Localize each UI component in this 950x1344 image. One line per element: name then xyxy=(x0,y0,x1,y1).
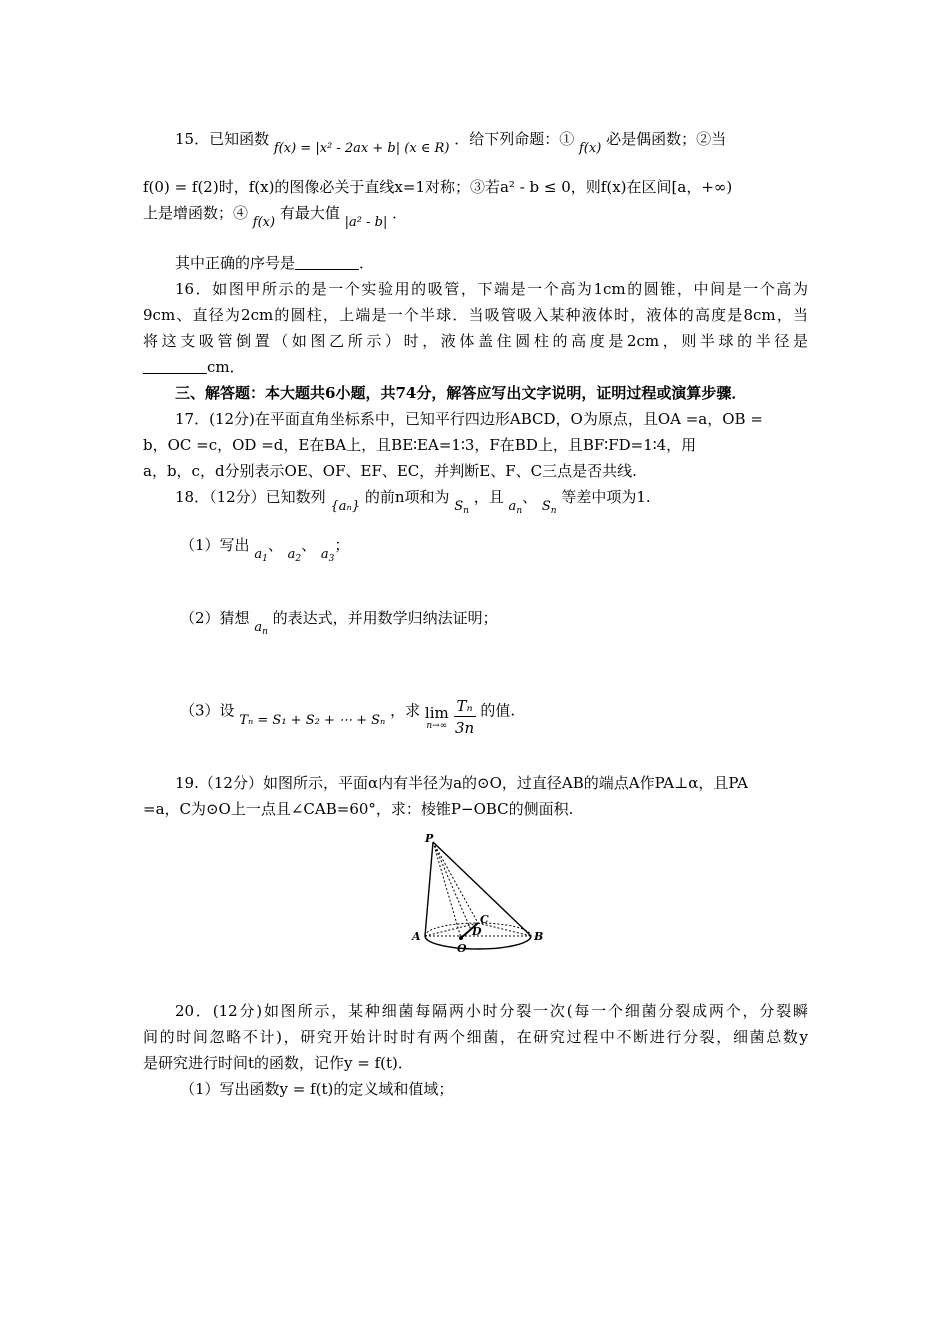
q18-part-label: （1）写出 xyxy=(180,536,250,554)
q16-line-3: 将这支吸管倒置（如图乙所示）时，液体盖住圆柱的高度是2cm，则半球的半径是 xyxy=(143,332,808,350)
q20-line-2: 间的时间忽略不计)，研究开始计时时有两个细菌，在研究过程中不断进行分裂，细菌总数y xyxy=(143,1028,808,1046)
label-o: O xyxy=(457,942,467,955)
an-symbol: $a_n$ xyxy=(254,620,268,637)
center-point-o xyxy=(459,936,463,940)
q18-text: 18．（12分）已知数列 xyxy=(175,488,326,506)
q15-function-formula: f(x) = |x² - 2ax + b| (x ∈ R) xyxy=(273,141,450,156)
q15-text: 有最大值 xyxy=(279,204,340,222)
q15-answer-prompt: 其中正确的序号是 xyxy=(175,254,296,272)
q17-line-1: 17．(12分)在平面直角坐标系中，已知平行四边形ABCD，O为原点，且OA =a，OB = xyxy=(175,410,763,428)
q20-part-1: （1）写出函数y = f(t)的定义域和值域； xyxy=(180,1080,454,1098)
q15-text: ． xyxy=(359,254,375,272)
pyramid-figure xyxy=(405,828,545,960)
q15-text: ．给下列命题：① xyxy=(454,130,575,148)
limit-operator xyxy=(425,705,449,731)
edge-pc xyxy=(433,842,478,923)
q15-text: 上是增函数；④ xyxy=(143,204,249,222)
answer-blank[interactable] xyxy=(295,253,359,270)
answer-blank[interactable] xyxy=(143,357,207,374)
q17-line-2: b，OC =c，OD =d，E在BA上，且BE∶EA=1∶3，F在BD上，且BF∶FD=1∶4，用 xyxy=(143,436,697,454)
a3-symbol: $a_3$ xyxy=(320,547,335,564)
a1-symbol: $a_1$ xyxy=(254,547,268,564)
sn-symbol: $S_n$ xyxy=(454,499,469,516)
lim-subscript: n→∞ xyxy=(426,720,448,731)
q18-part-2 xyxy=(180,605,845,637)
label-b: B xyxy=(534,930,544,943)
q19-line-2: =a，C为⊙O上一点且∠CAB=60°，求：棱锥P−OBC的侧面积. xyxy=(143,800,574,818)
q20-line-1: 20．(12分)如图所示，某种细菌每隔两小时分裂一次(每一个细菌分裂成两个，分裂瞬 xyxy=(175,1002,808,1020)
section-header: 三、解答题：本大题共6小题，共74分，解答应写出文字说明，证明过程或演算步骤． xyxy=(175,384,747,402)
q18-line-1: 18．（12分）已知数列 {aₙ} 的前n项和为 $S_n$ ，且 $a_n$、 $S_n$ 等差中项为1. xyxy=(175,488,651,516)
q18-text: ，且 xyxy=(473,488,504,506)
tn-formula: Tₙ = S₁ + S₂ + ⋯ + Sₙ xyxy=(239,712,386,728)
an-symbol: $a_n$ xyxy=(508,499,523,516)
fraction-denominator: 3n xyxy=(454,719,475,737)
q15-text: 必是偶函数；②当 xyxy=(606,130,727,148)
q18-text: 等差中项为1. xyxy=(561,488,651,506)
lim-text: lim xyxy=(424,703,449,722)
q18-text: 的前n项和为 xyxy=(364,488,450,506)
q18-part-label: （3）设 xyxy=(180,701,235,720)
sequence-an: {aₙ} xyxy=(330,499,361,514)
limit-fraction xyxy=(454,696,476,739)
q18-part-label: （2）猜想 xyxy=(180,609,250,627)
edge-pa xyxy=(425,842,433,936)
q19-line-1: 19.（12分）如图所示，平面α内有半径为a的⊙O，过直径AB的端点A作PA⊥α，且PA xyxy=(175,774,748,792)
q18-text: 的表达式，并用数学归纳法证明； xyxy=(272,609,498,627)
q15-line-4 xyxy=(175,250,808,276)
q15-line-2: f(0) = f(2)时，f(x)的图像必关于直线x=1对称；③若a² - b ≤ 0，则f(x)在区间[a，+∞) xyxy=(143,178,733,196)
q18-text: ； xyxy=(334,536,350,554)
q15-fx: f(x) xyxy=(252,215,276,230)
q15-max-value: |a² - b| xyxy=(344,215,388,230)
fraction-numerator: Tₙ xyxy=(454,696,476,717)
q18-part-3 xyxy=(180,690,845,737)
q20-line-3: 是研究进行时间t的函数，记作y = f(t)． xyxy=(143,1054,413,1072)
q15-text: 15．已知函数 xyxy=(175,130,270,148)
q18-text: 的值. xyxy=(480,701,516,720)
label-p: P xyxy=(425,832,434,845)
q18-part-1: （1）写出 $a_1$、 $a_2$、 $a_3$； xyxy=(180,536,350,564)
q15-line-3 xyxy=(143,200,808,228)
label-a: A xyxy=(412,930,421,943)
q15-line-1 xyxy=(175,126,808,154)
q18-text: ，求 xyxy=(390,701,421,720)
q15-text: ． xyxy=(392,204,408,222)
a2-symbol: $a_2$ xyxy=(287,547,302,564)
sn-symbol: $S_n$ xyxy=(541,499,557,516)
q15-fx: f(x) xyxy=(578,141,602,156)
label-d: D xyxy=(472,925,482,938)
q16-line-1: 16．如图甲所示的是一个实验用的吸管，下端是一个高为1cm的圆锥，中间是一个高为 xyxy=(175,280,808,298)
q16-line-4 xyxy=(143,354,808,380)
edge-pd xyxy=(433,842,471,930)
q16-unit: cm． xyxy=(207,358,245,376)
q16-line-2: 9cm、直径为2cm的圆柱，上端是一个半球．当吸管吸入某种液体时，液体的高度是8cm，当 xyxy=(143,306,808,324)
label-c: C xyxy=(480,913,489,926)
q17-line-3: a，b，c，d分别表示OE、OF、EF、EC，并判断E、F、C三点是否共线. xyxy=(143,462,637,480)
edge-po xyxy=(433,842,461,938)
